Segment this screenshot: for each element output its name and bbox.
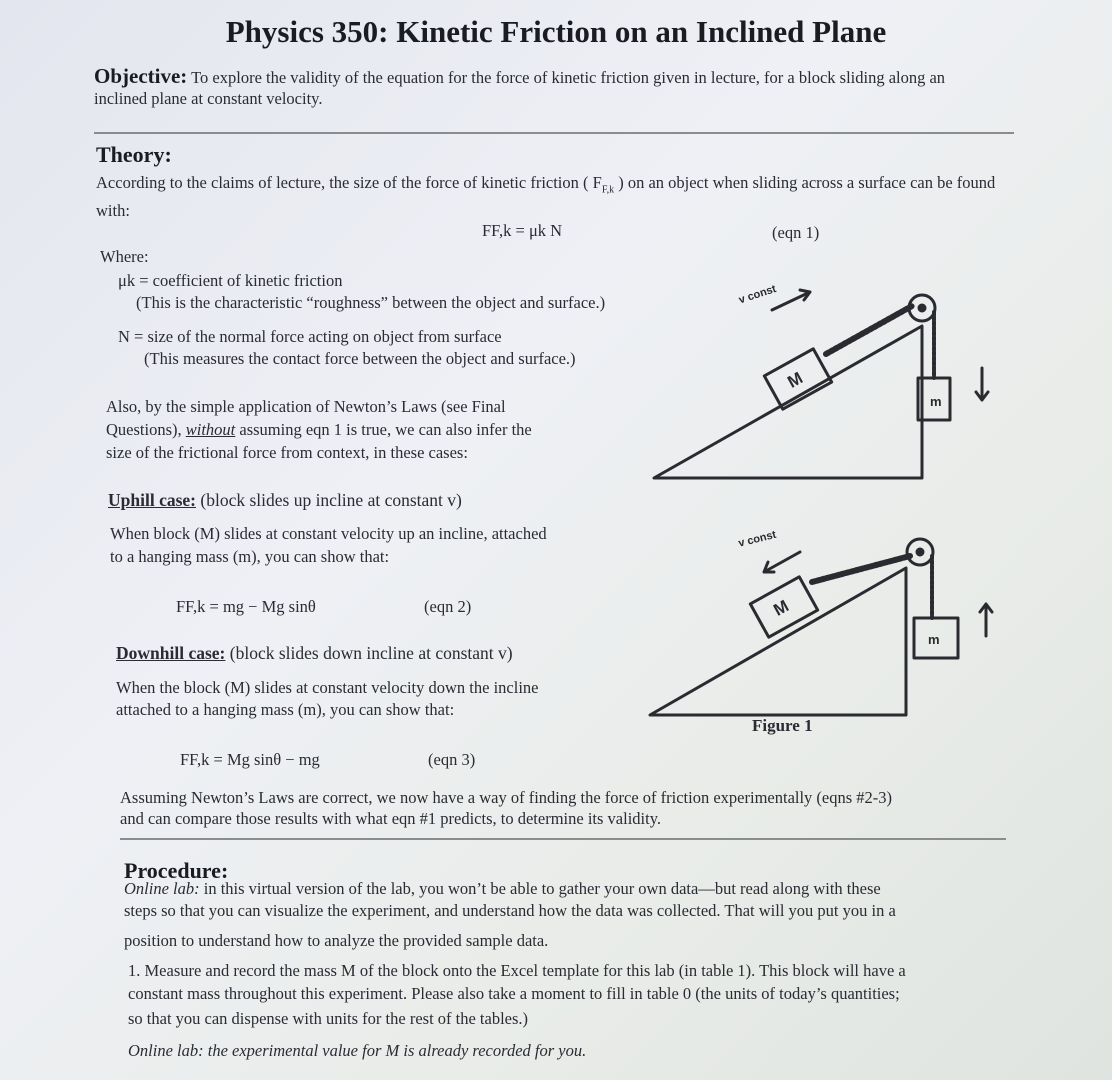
- block-M-label: M: [784, 368, 807, 392]
- block-M-label: M: [770, 596, 793, 620]
- equation-2-label: (eqn 2): [424, 597, 472, 616]
- arrow-down: [976, 368, 988, 400]
- figure-caption: Figure 1: [752, 716, 813, 735]
- divider: [120, 838, 1006, 840]
- step-1-online-note: Online lab: the experimental value for M is already recorded for you.: [128, 1041, 587, 1060]
- downhill-text-1: When the block (M) slides at constant velocity down the incline: [116, 678, 539, 697]
- online-note-line-2: steps so that you can visualize the experiment, and understand how the data was collected. That will you put you in a: [124, 901, 896, 920]
- rope: [812, 556, 910, 582]
- uphill-text-1: When block (M) slides at constant velocity up an incline, attached: [110, 524, 547, 543]
- where-label: Where:: [100, 247, 149, 266]
- uphill-text-2: to a hanging mass (m), you can show that:: [110, 547, 390, 566]
- figure-1-diagram: [640, 260, 1020, 750]
- newton-line-2: Questions), without assuming eqn 1 is true, we can also infer the: [106, 420, 532, 439]
- assuming-line-1: Assuming Newton’s Laws are correct, we now have a way of finding the force of friction experimentally (eqns #2-3): [120, 788, 893, 807]
- objective-heading: Objective:: [94, 64, 188, 88]
- downhill-diagram: [650, 539, 992, 715]
- objective-section: [94, 66, 994, 109]
- objective-text: To explore the validity of the equation for the force of kinetic friction given in lecture, for a block sliding along an inclined plane at constant velocity.: [94, 68, 946, 108]
- arrow-down-incline: [764, 552, 800, 572]
- online-note: Online lab: in this virtual version of the lab, you won’t be able to gather your own data—but read along with these: [124, 879, 881, 898]
- block-m-label: m: [930, 394, 942, 409]
- assuming-line-2: and can compare those results with what eqn #1 predicts, to determine its validity.: [120, 809, 661, 828]
- rope: [826, 306, 912, 354]
- incline-triangle: [654, 326, 922, 478]
- online-note-line-3: position to understand how to analyze the provided sample data.: [124, 931, 549, 950]
- step-1-line-2: constant mass throughout this experiment. Please also take a moment to fill in table 0 (the units of today’s quantities;: [128, 984, 900, 1003]
- arrow-up: [980, 604, 992, 636]
- velocity-const-label: v const: [737, 283, 778, 307]
- newton-line-1: Also, by the simple application of Newton’s Laws (see Final: [106, 397, 506, 416]
- downhill-heading: Downhill case: (block slides down incline at constant v): [116, 643, 513, 663]
- downhill-text-2: attached to a hanging mass (m), you can show that:: [116, 700, 455, 719]
- uphill-diagram: [654, 290, 988, 478]
- mu-note: (This is the characteristic “roughness” between the object and surface.): [136, 293, 606, 312]
- uphill-heading: Uphill case: (block slides up incline at constant v): [108, 490, 462, 510]
- velocity-const-label: v const: [737, 528, 778, 550]
- equation-2: FF,k = mg − Mg sinθ: [176, 597, 316, 616]
- theory-intro: According to the claims of lecture, the size of the force of kinetic friction ( $F_{F,k}$ ) on an object when sliding across a surface can be found with:: [96, 173, 996, 221]
- procedure-heading: Procedure:: [124, 858, 229, 883]
- equation-3: FF,k = Mg sinθ − mg: [180, 750, 320, 769]
- step-1-line-1: 1. Measure and record the mass M of the block onto the Excel template for this lab (in table 1). This block will have a: [128, 961, 906, 980]
- block-m-label: m: [928, 632, 940, 647]
- equation-3-label: (eqn 3): [428, 750, 476, 769]
- divider: [94, 132, 1014, 134]
- normal-note: (This measures the contact force between the object and surface.): [144, 349, 576, 368]
- theory-heading: Theory:: [96, 142, 172, 167]
- equation-1: FF,k = μk N: [482, 221, 563, 240]
- arrow-up-incline: [772, 290, 810, 310]
- newton-line-3: size of the frictional force from context, in these cases:: [106, 443, 468, 462]
- normal-definition: N = size of the normal force acting on object from surface: [118, 327, 502, 346]
- equation-1-label: (eqn 1): [772, 223, 820, 242]
- step-1-line-3: so that you can dispense with units for the rest of the tables.): [128, 1009, 529, 1028]
- mu-definition: μk = coefficient of kinetic friction: [118, 271, 343, 290]
- page-title: Physics 350: Kinetic Friction on an Inclined Plane: [225, 14, 887, 49]
